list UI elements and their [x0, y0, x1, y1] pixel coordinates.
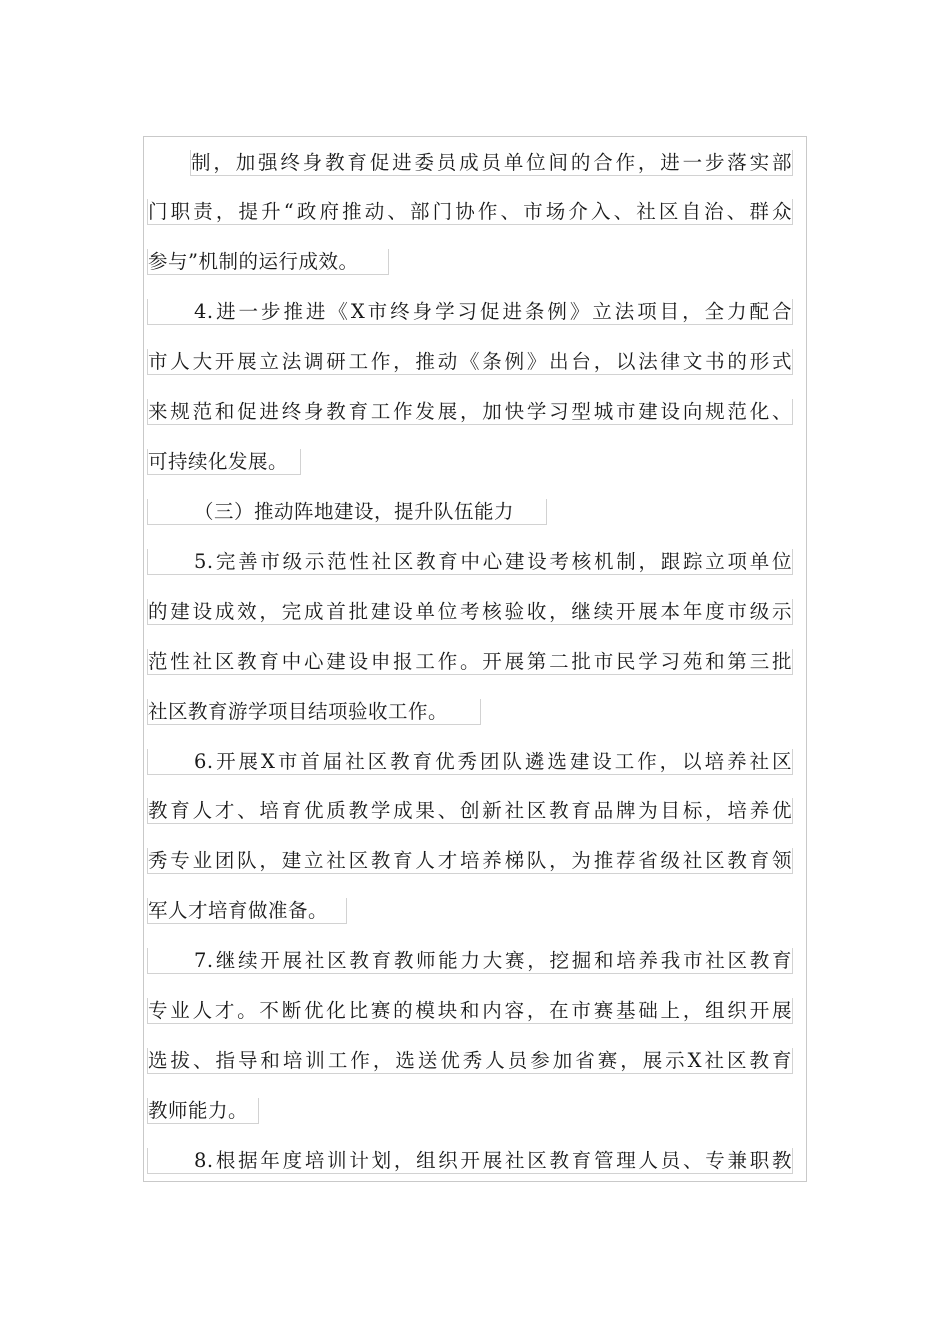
text-line: 社区教育游学项目结项验收工作。 — [147, 699, 481, 725]
text-line: 专业人才。不断优化比赛的模块和内容，在市赛基础上，组织开展 — [148, 999, 792, 1022]
text-line: 参与”机制的运行成效。 — [147, 249, 389, 275]
text-line: 6.开展X市首届社区教育优秀团队遴选建设工作，以培养社区 — [147, 749, 793, 775]
text-line: 教师能力。 — [147, 1098, 259, 1124]
text-line: 军人才培育做准备。 — [147, 898, 347, 924]
text-line: 可持续化发展。 — [147, 449, 301, 475]
text-line: 4.进一步推进《X市终身学习促进条例》立法项目，全力配合 — [147, 299, 793, 325]
text-line: 教育人才、培育优质教学成果、创新社区教育品牌为目标，培养优 — [148, 799, 792, 822]
text-line: 8.根据年度培训计划，组织开展社区教育管理人员、专兼职教 — [147, 1148, 793, 1174]
text-line: 7.继续开展社区教育教师能力大赛，挖掘和培养我市社区教育 — [147, 948, 793, 974]
text-line: 范性社区教育中心建设申报工作。开展第二批市民学习苑和第三批 — [148, 650, 792, 673]
text-line: 的建设成效，完成首批建设单位考核验收，继续开展本年度市级示 — [148, 600, 792, 623]
text-line: 选拔、指导和培训工作，选送优秀人员参加省赛，展示X社区教育 — [148, 1049, 792, 1072]
text-line: 秀专业团队，建立社区教育人才培养梯队，为推荐省级社区教育领 — [148, 849, 792, 872]
text-line: 市人大开展立法调研工作，推动《条例》出台，以法律文书的形式 — [148, 350, 792, 373]
section-heading: （三）推动阵地建设，提升队伍能力 — [147, 499, 547, 525]
text-line: 5.完善市级示范性社区教育中心建设考核机制，跟踪立项单位 — [147, 549, 793, 575]
text-line: 制，加强终身教育促进委员成员单位间的合作，进一步落实部 — [191, 151, 792, 174]
text-line: 来规范和促进终身教育工作发展，加快学习型城市建设向规范化、 — [148, 400, 792, 423]
text-line: 门职责，提升“政府推动、部门协作、市场介入、社区自治、群众 — [148, 200, 792, 223]
